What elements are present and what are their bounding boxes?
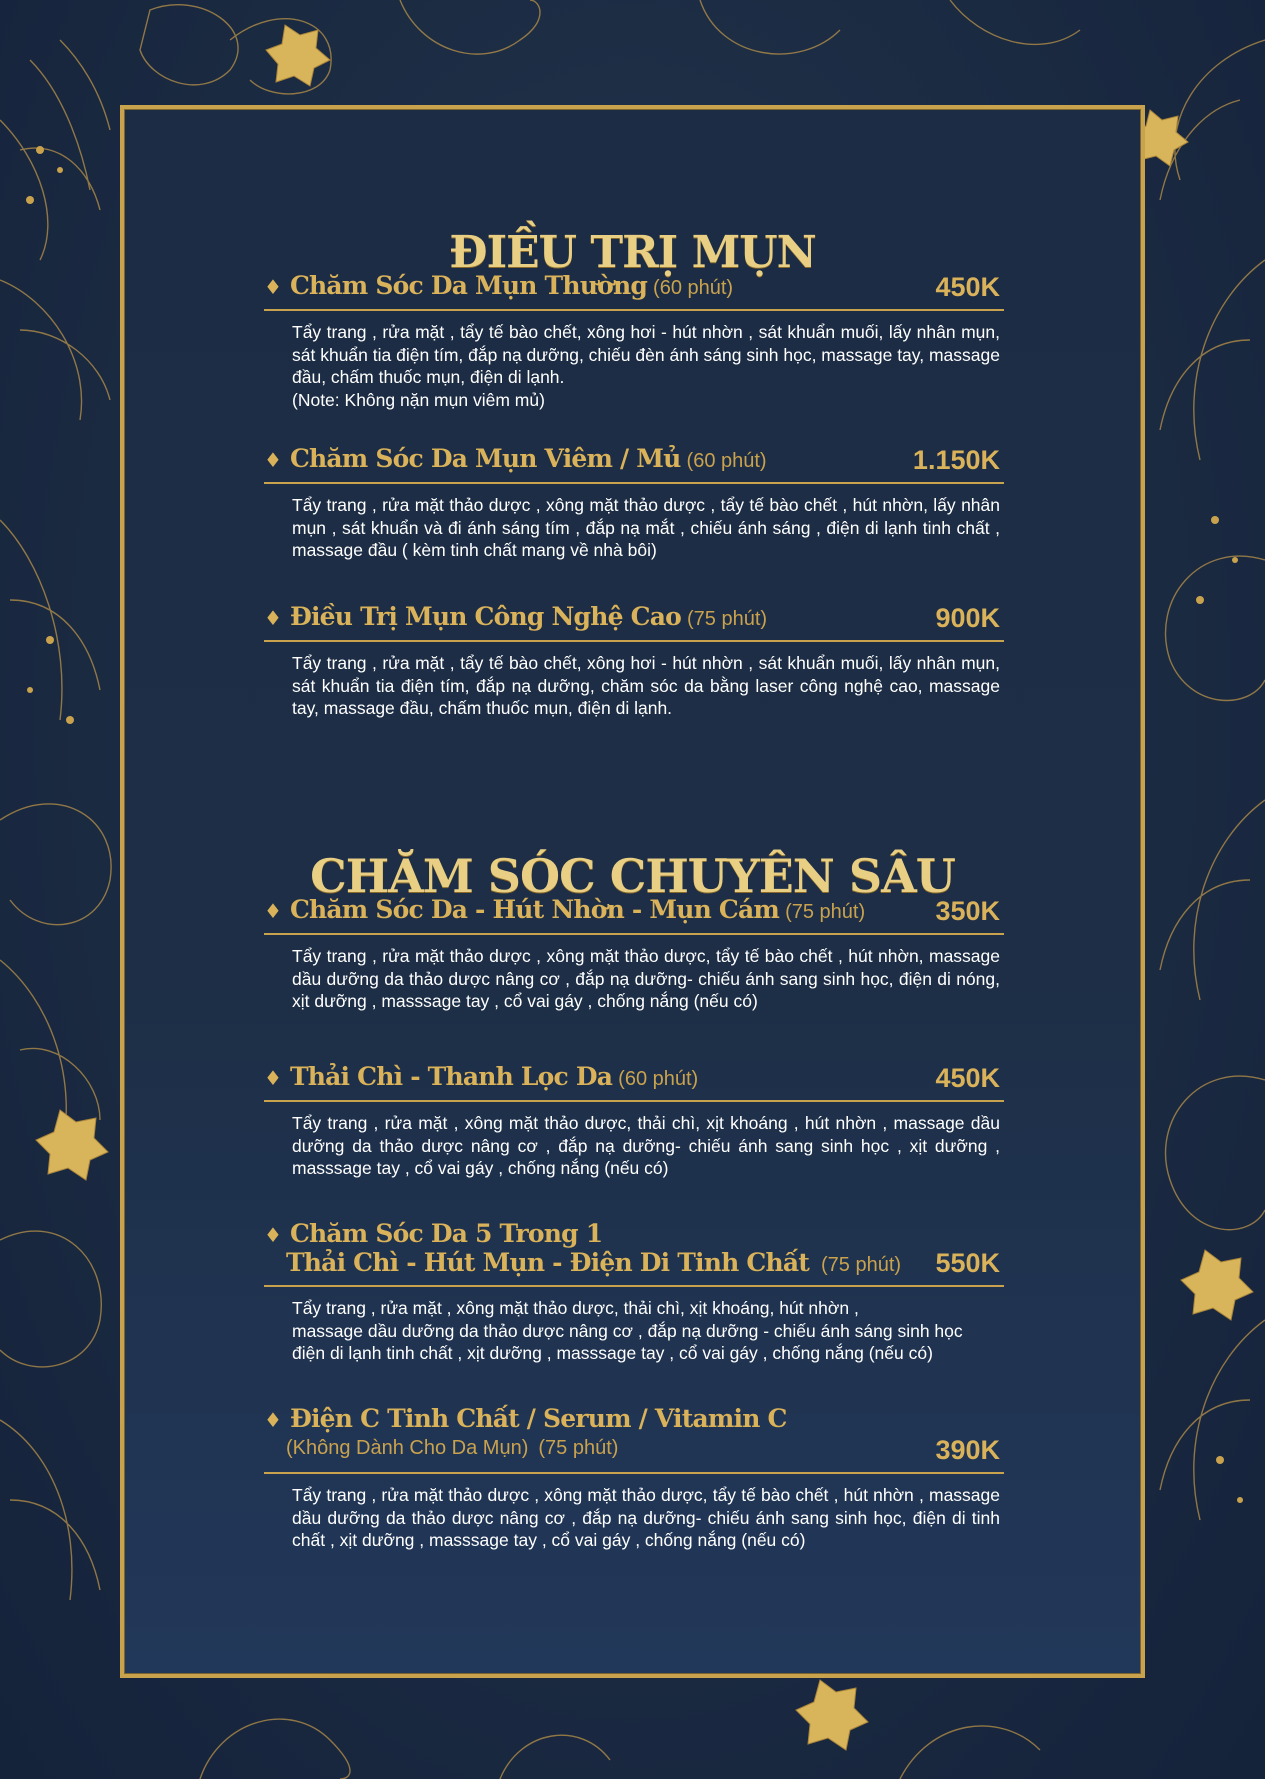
item-duration: (75 phút) [686, 608, 768, 630]
menu-frame [120, 105, 1145, 1678]
menu-item [264, 1062, 1004, 1180]
diamond-bullet-icon: ♦ [264, 1408, 282, 1432]
item-header [264, 271, 1004, 311]
diamond-bullet-icon: ♦ [264, 448, 282, 472]
item-description [292, 652, 1004, 720]
menu-item [264, 444, 1004, 562]
description-line: (Note: Không nặn mụn viêm mủ) [292, 389, 545, 410]
description-line: Tẩy trang , rửa mặt thảo dược , xông mặt thảo dược, tẩy tế bào chết , hút nhờn, massage dầu dưỡng da thảo dược nâng cơ , đắp nạ dưỡng- chiếu ánh sang sinh học, điện di nóng, xịt dưỡng , masssage tay , cổ vai gáy , chống nắng (nếu có) [292, 946, 1000, 1011]
menu-item [264, 1219, 1004, 1365]
item-header [264, 444, 1004, 484]
item-name: Điện C Tinh Chất / Serum / Vitamin C [289, 1404, 787, 1433]
item-duration: (60 phút) [618, 1068, 699, 1090]
item-price: 450K [935, 272, 1000, 302]
diamond-bullet-icon: ♦ [264, 1066, 282, 1090]
menu-item [264, 895, 1004, 1013]
description-line: Tẩy trang , rửa mặt thảo dược , xông mặt thảo dược, tẩy tế bào chết , hút nhờn , massage dầu dưỡng da thảo dược nâng cơ , đắp nạ dưỡng- chiếu ánh sang sinh học, điện di tinh chất , xịt dưỡng , masssage tay , cổ vai gáy , chống nắng (nếu có) [292, 1485, 1000, 1550]
item-description [292, 1484, 1004, 1552]
section-title-dieu-tri-mun: ĐIỀU TRỊ MỤN [449, 227, 816, 278]
item-price: 350K [935, 896, 1000, 926]
description-line: Tẩy trang , rửa mặt thảo dược , xông mặt thảo dược , tẩy tế bào chết , hút nhờn, lấy nhân mụn , sát khuẩn và đi ánh sáng tím , đắp nạ mắt , chiếu ánh sáng , điện di lạnh tinh chất , massage đầu ( kèm tinh chất mang về nhà bôi) [292, 495, 1000, 560]
menu-item [264, 271, 1004, 411]
item-description [292, 494, 1004, 562]
description-line: Tẩy trang , rửa mặt , tẩy tế bào chết, xông hơi - hút nhờn , sát khuẩn muối, lấy nhân mụn, sát khuẩn tia điện tím, đắp nạ dưỡng, chiếu đèn ánh sáng sinh học, massage tay, massage đầu, chấm thuốc mụn, điện di lạnh. [292, 322, 1000, 387]
item-subtitle: (Không Dành Cho Da Mụn) [286, 1437, 529, 1459]
item-name: Điều Trị Mụn Công Nghệ Cao [289, 602, 681, 631]
section-title-cham-soc-chuyen-sau: CHĂM SÓC CHUYÊN SÂU [310, 849, 955, 903]
description-line: Tẩy trang , rửa mặt , xông mặt thảo dược, thải chì, xịt khoáng , hút nhờn , massage dầu dưỡng da thảo dược nâng cơ , đắp nạ dưỡng- chiếu ánh sang sinh học , xịt dưỡng , masssage tay , cổ vai gáy , chống nắng (nếu có) [292, 1113, 1000, 1178]
description-line: Tẩy trang , rửa mặt , tẩy tế bào chết, xông hơi - hút nhờn , sát khuẩn muối, lấy nhân mụn, sát khuẩn tia điện tím, đắp nạ dưỡng, chăm sóc da bằng laser công nghệ cao, massage tay, massage đầu, chấm thuốc mụn, điện di lạnh. [292, 653, 1000, 718]
item-header [264, 1404, 1004, 1474]
diamond-bullet-icon: ♦ [264, 1223, 282, 1247]
item-duration: (75 phút) [820, 1254, 902, 1276]
menu-item [264, 1404, 1004, 1552]
diamond-bullet-icon: ♦ [264, 275, 282, 299]
item-price: 450K [935, 1063, 1000, 1093]
item-name: Chăm Sóc Da - Hút Nhờn - Mụn Cám [289, 895, 780, 924]
item-header [264, 602, 1004, 642]
item-price: 550K [935, 1248, 1000, 1278]
item-description [292, 1297, 1004, 1365]
item-duration: (60 phút) [686, 450, 767, 472]
item-description [292, 321, 1004, 411]
item-name-line2: Thải Chì - Hút Mụn - Điện Di Tinh Chất [286, 1248, 809, 1277]
item-name: Chăm Sóc Da Mụn Thường [289, 271, 648, 300]
menu-item [264, 602, 1004, 720]
item-name: Thải Chì - Thanh Lọc Da [289, 1062, 613, 1091]
description-line: massage dầu dưỡng da thảo dược nâng cơ , đắp nạ dưỡng - chiếu ánh sáng sinh học [292, 1320, 963, 1341]
item-duration: (75 phút) [538, 1437, 619, 1459]
item-header [264, 1062, 1004, 1102]
item-duration: (60 phút) [653, 277, 734, 299]
item-price: 390K [935, 1435, 1000, 1465]
item-name: Chăm Sóc Da 5 Trong 1 [289, 1219, 603, 1248]
diamond-bullet-icon: ♦ [264, 606, 282, 630]
item-name: Chăm Sóc Da Mụn Viêm / Mủ [289, 444, 681, 473]
item-price: 1.150K [912, 445, 1000, 475]
item-header [264, 1219, 1004, 1287]
item-header [264, 895, 1004, 935]
diamond-bullet-icon: ♦ [264, 899, 282, 923]
item-description [292, 945, 1004, 1013]
item-description [292, 1112, 1004, 1180]
description-line: Tẩy trang , rửa mặt , xông mặt thảo dược, thải chì, xịt khoáng, hút nhờn , [292, 1298, 859, 1318]
item-duration: (75 phút) [785, 901, 866, 923]
item-price: 900K [935, 603, 1000, 633]
description-line: điện di lạnh tinh chất , xịt dưỡng , masssage tay , cổ vai gáy , chống nắng (nếu có) [292, 1343, 933, 1363]
